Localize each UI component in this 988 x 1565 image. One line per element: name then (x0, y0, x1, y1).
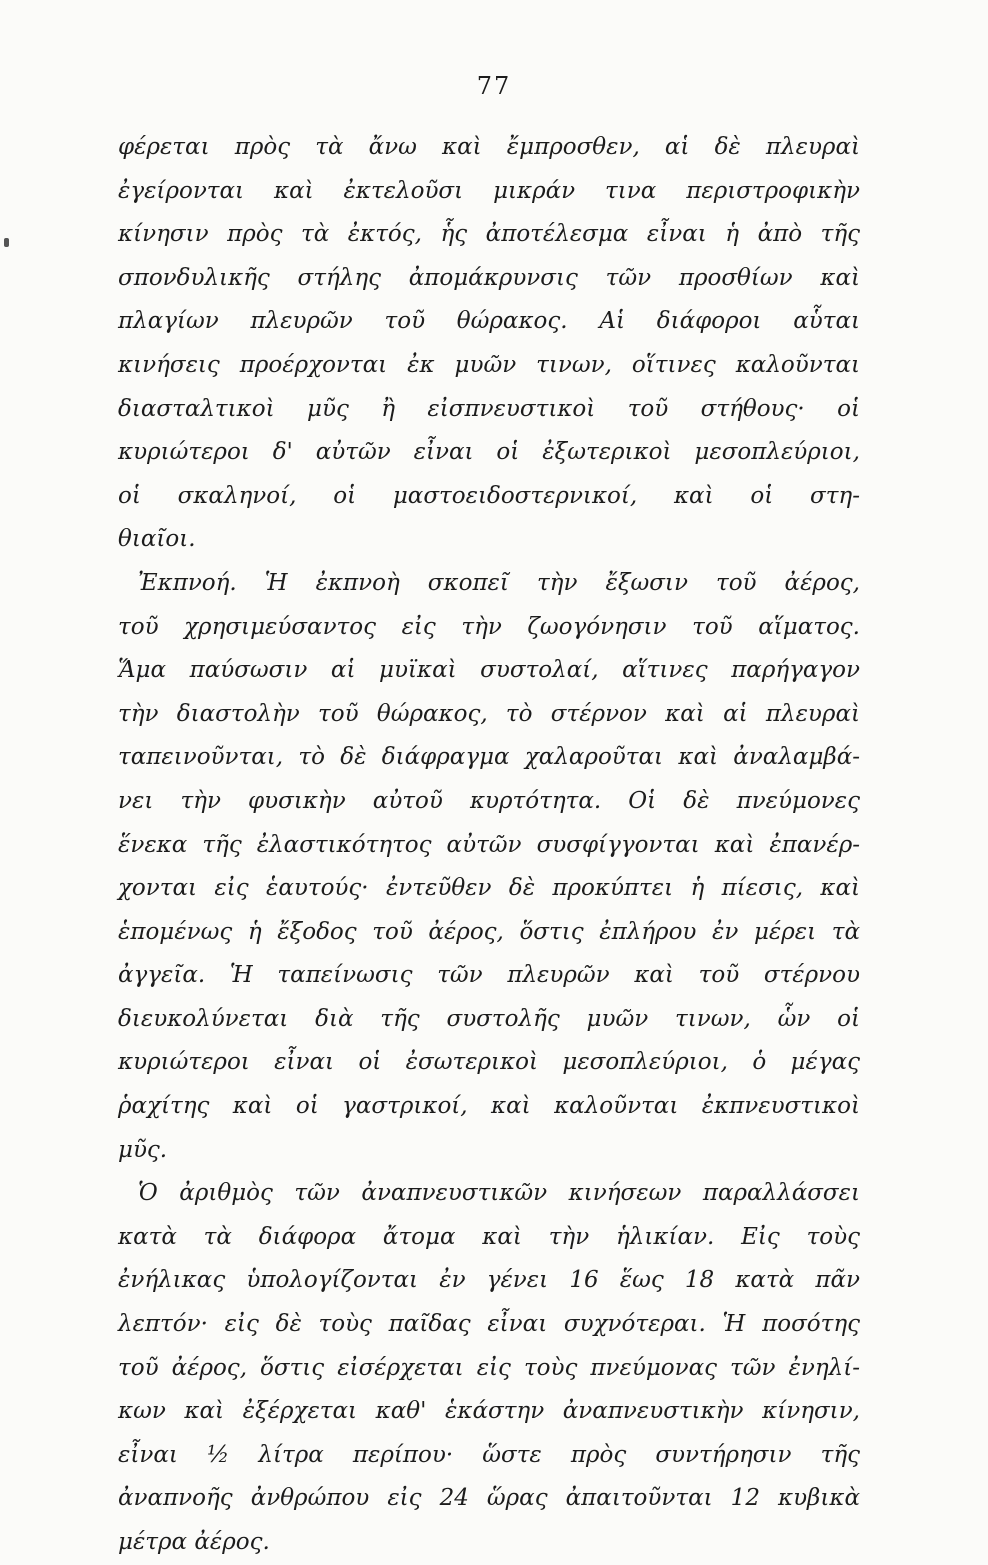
text-line: μῦς. (118, 1136, 168, 1163)
text-line: ἕνεκα τῆς ἐλαστικότητος αὐτῶν συσφίγγονται καὶ ἐπανέρ- (118, 831, 860, 858)
text-line: διευκολύνεται διὰ τῆς συστολῆς μυῶν τινων, ὧν οἱ (118, 1005, 860, 1032)
text-line: τοῦ χρησιμεύσαντος εἰς τὴν ζωογόνησιν τοῦ αἵματος. (118, 613, 860, 640)
text-line: τὴν διαστολὴν τοῦ θώρακος, τὸ στέρνον καὶ αἱ πλευραὶ (118, 700, 860, 727)
text-line: κυριώτεροι δ' αὐτῶν εἶναι οἱ ἐξωτερικοὶ μεσοπλεύριοι, (118, 439, 860, 466)
text-line: κινήσεις προέρχονται ἐκ μυῶν τινων, οἵτινες καλοῦνται (118, 351, 860, 378)
margin-ink-mark (4, 238, 9, 247)
text-line: Ἅμα παύσωσιν αἱ μυϊκαὶ συστολαί, αἵτινες παρήγαγον (118, 657, 860, 684)
text-line: λεπτόν· εἰς δὲ τοὺς παῖδας εἶναι συχνότεραι. Ἡ ποσότης (118, 1311, 860, 1338)
text-line: οἱ σκαληνοί, οἱ μαστοειδοστερνικοί, καὶ οἱ στη- (118, 482, 860, 509)
text-line: νει τὴν φυσικὴν αὐτοῦ κυρτότητα. Οἱ δὲ πνεύμονες (118, 787, 860, 814)
text-line: χονται εἰς ἑαυτούς· ἐντεῦθεν δὲ προκύπτει ἡ πίεσις, καὶ (118, 875, 860, 902)
text-line: μέτρα ἀέρος. (118, 1529, 270, 1555)
text-line: ἀγγεῖα. Ἡ ταπείνωσις τῶν πλευρῶν καὶ τοῦ στέρνου (118, 962, 860, 989)
text-line: εἶναι ½ λίτρα περίπου· ὥστε πρὸς συντήρησιν τῆς (118, 1441, 860, 1468)
text-line: ταπεινοῦνται, τὸ δὲ διάφραγμα χαλαροῦται καὶ ἀναλαμβά- (118, 744, 860, 771)
text-line: ἐνήλικας ὑπολογίζονται ἐν γένει 16 ἕως 18 κατὰ πᾶν (118, 1267, 860, 1294)
text-line: πλαγίων πλευρῶν τοῦ θώρακος. Αἱ διάφοροι αὗται (118, 308, 860, 335)
text-line: σπονδυλικῆς στήλης ἀπομάκρυνσις τῶν προσθίων καὶ (118, 264, 860, 291)
text-line: ἐγείρονται καὶ ἐκτελοῦσι μικράν τινα περιστροφικὴν (118, 177, 860, 204)
text-line: ἑπομένως ἡ ἔξοδος τοῦ ἀέρος, ὅστις ἐπλήρου ἐν μέρει τὰ (118, 918, 860, 945)
text-line: ἀναπνοῆς ἀνθρώπου εἰς 24 ὥρας ἀπαιτοῦνται 12 κυβικὰ (118, 1485, 860, 1512)
text-line: διασταλτικοὶ μῦς ἢ εἰσπνευστικοὶ τοῦ στήθους· οἱ (118, 395, 860, 422)
page-number: 77 (476, 72, 512, 100)
body-text (118, 126, 860, 1565)
text-line: Ὁ ἀριθμὸς τῶν ἀναπνευστικῶν κινήσεων παραλλάσσει (138, 1180, 860, 1207)
text-line: φέρεται πρὸς τὰ ἄνω καὶ ἔμπροσθεν, αἱ δὲ πλευραὶ (118, 134, 860, 160)
text-line: κων καὶ ἐξέρχεται καθ' ἑκάστην ἀναπνευστικὴν κίνησιν, (118, 1398, 860, 1425)
text-line: κατὰ τὰ διάφορα ἄτομα καὶ τὴν ἡλικίαν. Εἰς τοὺς (118, 1223, 860, 1250)
text-line: κίνησιν πρὸς τὰ ἐκτός, ἧς ἀποτέλεσμα εἶναι ἡ ἀπὸ τῆς (118, 221, 860, 248)
text-line: κυριώτεροι εἶναι οἱ ἐσωτερικοὶ μεσοπλεύριοι, ὁ μέγας (118, 1049, 860, 1076)
text-line: θιαῖοι. (118, 526, 196, 553)
text-line: Ἐκπνοή. Ἡ ἐκπνοὴ σκοπεῖ τὴν ἔξωσιν τοῦ ἀέρος, (138, 569, 860, 596)
text-line: τοῦ ἀέρος, ὅστις εἰσέρχεται εἰς τοὺς πνεύμονας τῶν ἐνηλί- (118, 1354, 860, 1381)
text-line: ῥαχίτης καὶ οἱ γαστρικοί, καὶ καλοῦνται ἐκπνευστικοὶ (118, 1093, 860, 1120)
